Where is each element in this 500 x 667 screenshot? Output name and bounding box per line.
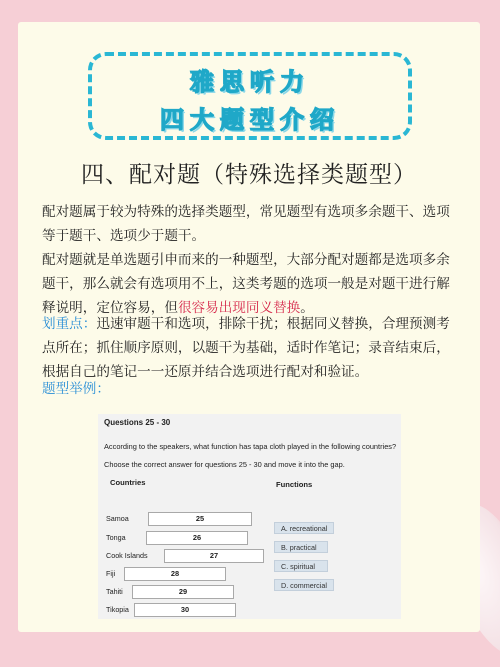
- function-option-d[interactable]: D. commercial: [274, 579, 334, 591]
- countries-header: Countries: [110, 478, 146, 487]
- country-name: Cook Islands: [106, 551, 148, 560]
- synonym-highlight: 很容易出现同义替换: [177, 300, 301, 316]
- answer-gap-29[interactable]: 29: [132, 585, 234, 599]
- answer-gap-26[interactable]: 26: [146, 531, 248, 545]
- question-heading: Questions 25 - 30: [104, 418, 171, 427]
- intro-paragraph: 配对题属于较为特殊的选择类题型，常见题型有选项多余题干、选项等于题干、选项少于题干。: [42, 204, 450, 244]
- explanation-end: 。: [300, 300, 314, 316]
- question-instruction-1: According to the speakers, what function has tapa cloth played in the following countries?: [104, 442, 397, 451]
- explanation-text: 配对题就是单选题引申而来的一种题型，大部分配对题都是选项多余题干，那么就会有选项用不上，这类考题的选项一般是对题干进行解释说明，定位容易，但: [42, 252, 450, 316]
- key-points-paragraph: [42, 312, 458, 384]
- answer-gap-25[interactable]: 25: [148, 512, 252, 526]
- section-title: 四、配对题（特殊选择类题型）: [81, 162, 417, 188]
- banner-line-1: 雅思听力: [190, 68, 310, 96]
- country-name: Tonga: [106, 533, 126, 542]
- functions-header: Functions: [276, 480, 313, 489]
- content-card: [18, 22, 480, 632]
- answer-gap-28[interactable]: 28: [124, 567, 226, 581]
- country-row: [106, 585, 266, 599]
- function-option-b[interactable]: B. practical: [274, 541, 328, 553]
- country-name: Tahiti: [106, 587, 123, 596]
- country-row: [106, 531, 266, 545]
- country-row: [106, 567, 266, 581]
- country-row: [106, 512, 266, 526]
- country-name: Samoa: [106, 514, 129, 523]
- country-name: Tikopia: [106, 605, 129, 614]
- question-screenshot: [98, 414, 401, 619]
- country-row: [106, 549, 266, 563]
- country-row: [106, 603, 266, 617]
- country-name: Fiji: [106, 569, 116, 578]
- function-option-c[interactable]: C. spiritual: [274, 560, 328, 572]
- banner-line-2: 四大题型介绍: [160, 106, 340, 134]
- title-banner: [88, 52, 412, 140]
- example-label: 题型举例：: [42, 381, 110, 397]
- key-points-text: 迅速审题干和选项，排除干扰；根据同义替换，合理预测考点所在；抓住顺序原则，以题干为基础，适时作笔记；录音结束后，根据自己的笔记一一还原并结合选项进行配对和验证。: [42, 316, 450, 380]
- function-option-a[interactable]: A. recreational: [274, 522, 334, 534]
- answer-gap-27[interactable]: 27: [164, 549, 264, 563]
- answer-gap-30[interactable]: 30: [134, 603, 236, 617]
- explanation-paragraph: [42, 248, 458, 320]
- key-points-label: 划重点：: [42, 316, 97, 332]
- question-instruction-2: Choose the correct answer for questions 25 - 30 and move it into the gap.: [104, 460, 345, 469]
